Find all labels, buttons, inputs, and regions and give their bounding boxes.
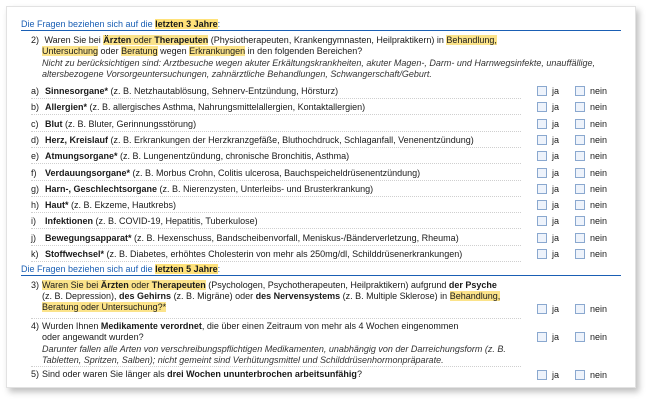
item-category: Herz, Kreislauf xyxy=(45,134,109,145)
item-yes-checkbox[interactable] xyxy=(537,168,547,178)
item-yes-label: ja xyxy=(552,151,560,162)
item-yes-option[interactable] xyxy=(537,167,559,179)
item-category: Harn-, Geschlechtsorgane xyxy=(45,183,158,194)
item-no-label: nein xyxy=(590,167,608,178)
item-examples: (z. B. Morbus Crohn, Colitis ulcerosa, Bauchspeicheldrüsenentzündung) xyxy=(130,167,421,178)
item-yes-option[interactable] xyxy=(537,150,559,162)
item-yes-label: ja xyxy=(552,232,560,243)
item-letter: d) xyxy=(31,134,40,145)
q3-yes-option[interactable]: ja xyxy=(537,303,559,315)
item-yes-checkbox[interactable] xyxy=(537,249,547,259)
form-sheet xyxy=(6,6,636,388)
item-yes-checkbox[interactable] xyxy=(537,200,547,210)
question-2: 2) Waren Sie bei Ärzten oder Therapeuten (Physiotherapeuten, Krankengymnasten, Heilpraktikern) in Behandlung, Untersuchung oder Beratung wegen Erkrankungen in den folgenden Bereichen? xyxy=(31,35,497,56)
separator xyxy=(31,131,521,132)
item-text xyxy=(45,118,545,130)
item-yes-option[interactable] xyxy=(537,215,559,227)
item-yes-option[interactable] xyxy=(537,232,559,244)
item-yes-label: ja xyxy=(552,183,560,194)
item-no-checkbox[interactable] xyxy=(575,168,585,178)
item-category: Bewegungsapparat* xyxy=(45,232,132,243)
item-yes-label: ja xyxy=(552,249,560,259)
item-text xyxy=(45,134,545,146)
section-header-3-years: Die Fragen beziehen sich auf die letzten 3 Jahre: xyxy=(21,19,621,31)
item-yes-checkbox[interactable] xyxy=(537,102,547,112)
item-text xyxy=(45,215,545,227)
item-no-label: nein xyxy=(590,200,608,211)
item-letter: h) xyxy=(31,200,40,211)
item-examples: (z. B. Hexenschuss, Bandscheibenvorfall, Meniskus-/Bänderverletzung, Rheuma) xyxy=(131,232,459,243)
item-yes-label: ja xyxy=(552,102,560,113)
separator xyxy=(31,261,521,262)
item-examples: (z. B. Erkrankungen der Herzkranzgefäße, Bluthochdruck, Schlaganfall, Venenentzündung) xyxy=(108,134,474,145)
item-letter: b) xyxy=(31,102,40,113)
item-yes-checkbox[interactable] xyxy=(537,233,547,243)
item-letter: i) xyxy=(31,216,36,227)
item-yes-checkbox[interactable] xyxy=(537,135,547,145)
separator xyxy=(31,114,521,115)
item-category: Infektionen xyxy=(45,216,94,227)
q5-yes-option[interactable]: ja xyxy=(537,369,559,381)
separator xyxy=(31,180,521,181)
question-4-note: Darunter fallen alle Arten von verschreibungspflichtigen Medikamenten, unabhängig von der Darreichungsform (z. B. Tabletten, Spritzen, Salben); nicht gemeint sind Verhütungsmittel und Schilddrüsenhormonpräparate. xyxy=(42,344,506,365)
item-yes-option[interactable] xyxy=(537,118,559,130)
item-no-option[interactable] xyxy=(575,150,607,162)
item-no-option[interactable] xyxy=(575,183,607,195)
item-no-checkbox[interactable] xyxy=(575,200,585,210)
q4-yes-option[interactable]: ja xyxy=(537,331,559,343)
separator xyxy=(31,163,521,164)
item-yes-label: ja xyxy=(552,167,560,178)
item-examples: (z. B. Ekzeme, Hautkrebs) xyxy=(68,200,177,211)
item-no-checkbox[interactable] xyxy=(575,86,585,96)
item-examples: (z. B. allergisches Asthma, Nahrungsmittelallergien, Kontaktallergien) xyxy=(87,102,366,113)
item-yes-checkbox[interactable] xyxy=(537,184,547,194)
item-text xyxy=(45,232,545,244)
q3-no-checkbox[interactable] xyxy=(575,304,585,314)
item-no-label: nein xyxy=(590,102,608,113)
item-category: Sinnesorgane* xyxy=(45,86,109,96)
item-yes-option[interactable] xyxy=(537,183,559,195)
q4-no-checkbox[interactable] xyxy=(575,332,585,342)
item-no-label: nein xyxy=(590,249,608,259)
separator xyxy=(31,196,521,197)
item-no-checkbox[interactable] xyxy=(575,119,585,129)
item-no-checkbox[interactable] xyxy=(575,135,585,145)
item-category: Verdauungsorgane* xyxy=(45,167,131,178)
item-no-option[interactable] xyxy=(575,248,607,260)
item-yes-checkbox[interactable] xyxy=(537,119,547,129)
item-no-option[interactable] xyxy=(575,167,607,179)
item-letter: f) xyxy=(31,167,37,178)
q3-no-option[interactable]: nein xyxy=(575,303,607,315)
item-no-option[interactable] xyxy=(575,118,607,130)
item-yes-option[interactable] xyxy=(537,199,559,211)
item-no-label: nein xyxy=(590,183,608,194)
question-5: 5) Sind oder waren Sie länger als drei Wochen ununterbrochen arbeitsunfähig? xyxy=(31,369,362,379)
item-no-option[interactable] xyxy=(575,232,607,244)
item-no-option[interactable] xyxy=(575,134,607,146)
item-no-option[interactable] xyxy=(575,85,607,97)
item-no-label: nein xyxy=(590,86,608,96)
item-category: Haut* xyxy=(45,200,69,211)
item-text xyxy=(45,248,545,260)
q4-yes-checkbox[interactable] xyxy=(537,332,547,342)
item-no-option[interactable] xyxy=(575,199,607,211)
item-no-label: nein xyxy=(590,216,608,227)
item-no-option[interactable] xyxy=(575,215,607,227)
question-4: 4) Wurden Ihnen Medikamente verordnet, die über einen Zeitraum von mehr als 4 Wochen eingenommen oder angewandt wurden? xyxy=(31,321,459,342)
item-category: Atmungsorgane* xyxy=(45,151,118,162)
separator xyxy=(31,98,521,99)
separator xyxy=(31,366,521,367)
item-no-option[interactable] xyxy=(575,101,607,113)
item-yes-label: ja xyxy=(552,134,560,145)
item-examples: (z. B. Lungenentzündung, chronische Bronchitis, Asthma) xyxy=(117,151,350,162)
item-examples: (z. B. COVID-19, Hepatitis, Tuberkulose) xyxy=(93,216,258,227)
item-no-checkbox[interactable] xyxy=(575,151,585,161)
item-no-checkbox[interactable] xyxy=(575,184,585,194)
item-no-checkbox[interactable] xyxy=(575,216,585,226)
question-2-note: Nicht zu berücksichtigen sind: Arztbesuche wegen akuter Erkältungskrankheiten, akuter Magen-, Darm- und Harnwegsinfekte, unauffällige, altersbezogene Vorsorgeuntersuchungen, zahnärztliche Behandlungen, Schwangerschaft/Geburt. xyxy=(42,58,595,79)
item-letter: a) xyxy=(31,86,40,96)
item-yes-checkbox[interactable] xyxy=(537,216,547,226)
item-yes-checkbox[interactable] xyxy=(537,151,547,161)
item-yes-option[interactable] xyxy=(537,85,559,97)
item-text xyxy=(45,85,545,97)
separator xyxy=(31,147,521,148)
item-category: Allergien* xyxy=(45,102,88,113)
item-text xyxy=(45,199,545,211)
item-no-checkbox[interactable] xyxy=(575,249,585,259)
q5-no-checkbox[interactable] xyxy=(575,370,585,380)
item-yes-checkbox[interactable] xyxy=(537,86,547,96)
item-no-label: nein xyxy=(590,134,608,145)
item-text xyxy=(45,101,545,113)
q5-yes-checkbox[interactable] xyxy=(537,370,547,380)
separator xyxy=(31,212,521,213)
item-text xyxy=(45,183,545,195)
item-no-label: nein xyxy=(590,118,608,129)
item-no-checkbox[interactable] xyxy=(575,102,585,112)
separator xyxy=(31,228,521,229)
section-header-5-years: Die Fragen beziehen sich auf die letzten 5 Jahre: xyxy=(21,264,621,276)
item-yes-label: ja xyxy=(552,216,560,227)
item-examples: (z. B. Bluter, Gerinnungsstörung) xyxy=(62,118,197,129)
q3-yes-checkbox[interactable] xyxy=(537,304,547,314)
separator xyxy=(31,318,521,319)
q5-no-option[interactable]: nein xyxy=(575,369,607,381)
item-examples: (z. B. Nierenzysten, Unterleibs- und Brusterkrankung) xyxy=(157,183,374,194)
item-yes-option[interactable] xyxy=(537,248,559,260)
item-no-checkbox[interactable] xyxy=(575,233,585,243)
item-letter: g) xyxy=(31,183,40,194)
item-text xyxy=(45,167,545,179)
item-letter: k) xyxy=(31,249,39,259)
item-letter: j) xyxy=(31,232,36,243)
item-no-label: nein xyxy=(590,151,608,162)
item-examples: (z. B. Diabetes, erhöhtes Cholesterin von mehr als 250mg/dl, Schilddrüsenerkrankungen) xyxy=(104,249,463,259)
item-category: Blut xyxy=(45,118,63,129)
item-yes-option[interactable] xyxy=(537,101,559,113)
separator xyxy=(31,245,521,246)
item-examples: (z. B. Netzhautablösung, Sehnerv-Entzündung, Hörsturz) xyxy=(108,86,339,96)
item-letter: e) xyxy=(31,151,40,162)
item-no-label: nein xyxy=(590,232,608,243)
item-yes-label: ja xyxy=(552,118,560,129)
item-text xyxy=(45,150,545,162)
q4-no-option[interactable]: nein xyxy=(575,331,607,343)
item-yes-label: ja xyxy=(552,200,560,211)
item-yes-option[interactable] xyxy=(537,134,559,146)
item-yes-label: ja xyxy=(552,86,560,96)
question-3: 3) Waren Sie bei Ärzten oder Therapeuten (Psychologen, Psychotherapeuten, Heilpraktikern) aufgrund der Psyche (z. B. Depression), des Gehirns (z. B. Migräne) oder des Nervensystems (z. B. Multiple Sklerose) in Behandlung, Beratung oder Untersuchung?* xyxy=(31,280,501,312)
item-category: Stoffwechsel* xyxy=(45,249,105,259)
item-letter: c) xyxy=(31,118,39,129)
